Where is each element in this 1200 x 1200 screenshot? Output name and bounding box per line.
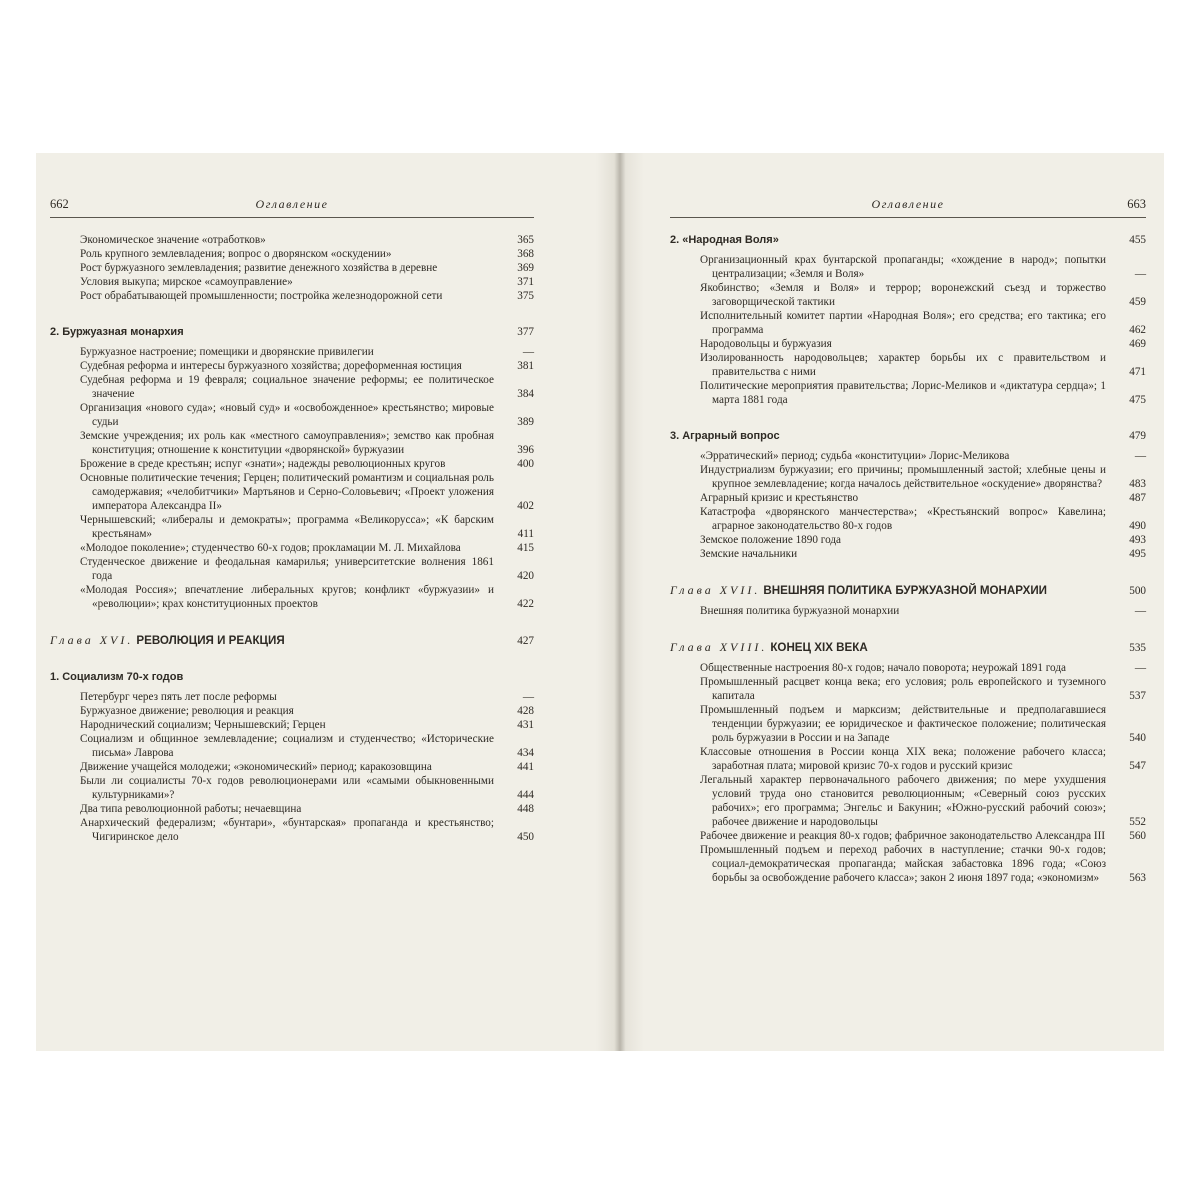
- toc-page-number: 495: [1129, 548, 1146, 560]
- chapter-label: Глава XVIII.: [670, 640, 768, 654]
- toc-page-number: —: [1134, 605, 1146, 617]
- toc-entry: [670, 449, 1146, 463]
- toc-entry: [50, 457, 534, 471]
- toc-entry: [670, 253, 1146, 281]
- toc-entry: [50, 774, 534, 802]
- toc-page-number: 377: [517, 326, 534, 338]
- toc-entry: [670, 547, 1146, 561]
- toc-page-number: —: [1134, 662, 1146, 674]
- page-number: 663: [1127, 197, 1146, 211]
- toc-entry: [670, 491, 1146, 505]
- toc-page-number: 381: [517, 360, 534, 372]
- toc-page-number: 441: [517, 761, 534, 773]
- running-head: [50, 197, 534, 218]
- toc-page-number: 547: [1129, 760, 1146, 772]
- toc-entry-text: Аграрный кризис и крестьянство: [700, 492, 859, 504]
- toc-entry-text: Петербург через пять лет после реформы: [80, 691, 277, 703]
- chapter-label: Глава XVII.: [670, 583, 761, 597]
- toc-entry-text: Народовольцы и буржуазия: [700, 338, 832, 350]
- toc-page-number: 563: [1129, 872, 1146, 884]
- toc-page-number: 402: [517, 500, 534, 512]
- toc-entry: [670, 309, 1146, 337]
- toc-page-number: 400: [517, 458, 534, 470]
- toc-page-number: —: [522, 346, 534, 358]
- toc-page-number: 375: [517, 290, 534, 302]
- toc-section-heading: [670, 233, 1146, 247]
- toc-entry-text: Промышленный подъем и марксизм; действительные и предполагавшиеся тенденции буржуазии; ее юридическое и фактическое положение; политическая роль буржуазии в России и на Западе: [700, 704, 1106, 744]
- toc-entry-text: Судебная реформа и интересы буржуазного хозяйства; дореформенная юстиция: [80, 360, 462, 372]
- toc-page-number: —: [1134, 268, 1146, 280]
- toc-entry: [670, 829, 1146, 843]
- toc-entry-text: «Молодая Россия»; впечатление либеральных кругов; конфликт «буржуазии» и «революции»; крах конституционных проектов: [80, 584, 494, 610]
- toc-entry-text: Буржуазное настроение; помещики и дворянские привилегии: [80, 346, 374, 358]
- toc-page-number: 455: [1129, 234, 1146, 246]
- toc-page-number: 535: [1129, 642, 1146, 654]
- toc-entry: [670, 505, 1146, 533]
- toc-entry-text: Рост буржуазного землевладения; развитие денежного хозяйства в деревне: [80, 262, 438, 274]
- toc-entry-text: Социализм и общинное землевладение; социализм и студенчество; «Исторические письма» Лаврова: [80, 733, 494, 759]
- toc-entry-text: Промышленный расцвет конца века; его условия; роль европейского и туземного капитала: [700, 676, 1106, 702]
- toc-entry: [670, 337, 1146, 351]
- toc-entry-text: Земские учреждения; их роль как «местного самоуправления»; земство как пробная конституция; отношение к конституции «дворянской» буржуазии: [80, 430, 494, 456]
- toc-entry-text: Якобинство; «Земля и Воля» и террор; воронежский съезд и торжество заговорщической тактики: [700, 282, 1106, 308]
- toc-entry-text: Общественные настроения 80-х годов; начало поворота; неурожай 1891 года: [700, 662, 1066, 674]
- toc-page-number: 431: [517, 719, 534, 731]
- toc-entry-text: Катастрофа «дворянского манчестерства»; «Крестьянский вопрос» Кавелина; аграрное законодательство 80-х годов: [700, 506, 1106, 532]
- toc-entry-text: Организационный крах бунтарской пропаганды; «хождение в народ»; попытки централизации; «Земля и Воля»: [700, 254, 1106, 280]
- toc-chapter-heading: [670, 583, 1146, 598]
- toc-entry: [670, 773, 1146, 829]
- toc-entry: [670, 703, 1146, 745]
- toc-page-number: 483: [1129, 478, 1146, 490]
- toc-page-number: 427: [517, 635, 534, 647]
- toc-page-number: 396: [517, 444, 534, 456]
- toc-page-number: 487: [1129, 492, 1146, 504]
- toc-page-number: 490: [1129, 520, 1146, 532]
- toc-entry-text: Промышленный подъем и переход рабочих в наступление; стачки 90-х годов; социал-демократическая пропаганда; майская забастовка 1896 года; «Союз борьбы за освобождение рабочего класса»; закон 2 июня 1897 года; «экономизм»: [700, 844, 1106, 884]
- toc-entry: [670, 604, 1146, 618]
- toc-page-number: 444: [517, 789, 534, 801]
- toc-entry-text: Анархический федерализм; «бунтари», «бунтарская» пропаганда и крестьянство; Чигиринское дело: [80, 817, 494, 843]
- toc-entry-text: Рост обрабатывающей промышленности; постройка железнодорожной сети: [80, 290, 443, 302]
- toc-page-number: 450: [517, 831, 534, 843]
- toc-page-number: 560: [1129, 830, 1146, 842]
- toc-entry: [50, 233, 534, 247]
- toc-entry-text: Движение учащейся молодежи; «экономический» период; каракозовщина: [80, 761, 432, 773]
- toc-entry-text: Основные политические течения; Герцен; политический романтизм и социальная роль самодержавия; «челобитчики» Мартьянов и Серно-Соловьевич; «Проект уложения императора Александра II»: [80, 472, 494, 512]
- toc-entry-text: Буржуазное движение; революция и реакция: [80, 705, 294, 717]
- toc-entry: [50, 704, 534, 718]
- toc-entry: [670, 675, 1146, 703]
- toc-page-number: 422: [517, 598, 534, 610]
- toc-entry: [50, 541, 534, 555]
- toc-entry-text: Земское положение 1890 года: [700, 534, 842, 546]
- toc-page-number: 369: [517, 262, 534, 274]
- toc-page-number: 500: [1129, 585, 1146, 597]
- running-head-title: Оглавление: [255, 197, 329, 211]
- toc-page-number: 540: [1129, 732, 1146, 744]
- toc-entry: [50, 359, 534, 373]
- toc-entry-text: Судебная реформа и 19 февраля; социальное значение реформы; ее политическое значение: [80, 374, 494, 400]
- toc-entry: [50, 471, 534, 513]
- toc-page-number: 384: [517, 388, 534, 400]
- toc-page-number: 371: [517, 276, 534, 288]
- toc-page-number: 493: [1129, 534, 1146, 546]
- toc-entry: [50, 760, 534, 774]
- toc-section-heading: [670, 429, 1146, 443]
- toc-page-number: 448: [517, 803, 534, 815]
- toc-entry-text: Земские начальники: [700, 548, 798, 560]
- toc-page-number: —: [522, 691, 534, 703]
- toc-entry-text: Чернышевский; «либералы и демократы»; программа «Великорусса»; «К барским крестьянам»: [80, 514, 494, 540]
- toc-entry: [670, 661, 1146, 675]
- toc-entry-text: Экономическое значение «отработков»: [80, 234, 266, 246]
- toc-entry: [670, 843, 1146, 885]
- toc-entry-text: Легальный характер первоначального рабочего движения; по мере ухудшения условий труда оно становится революционным; «Северный союз русских рабочих»; его программа; Энгельс и Бакунин; «Южно-русский рабочий союз»; рабочее движение и народовольцы: [700, 774, 1106, 828]
- toc-page-number: 537: [1129, 690, 1146, 702]
- book-gutter: [596, 153, 644, 1051]
- toc-entry: [50, 816, 534, 844]
- toc-entry: [50, 555, 534, 583]
- toc-page-number: 469: [1129, 338, 1146, 350]
- toc-entry-text: Внешняя политика буржуазной монархии: [700, 605, 900, 617]
- toc-chapter-heading: [50, 633, 534, 648]
- toc-entry: [50, 718, 534, 732]
- toc-entry: [50, 345, 534, 359]
- toc-entry: [50, 583, 534, 611]
- section-title: 3. Аграрный вопрос: [670, 430, 780, 442]
- chapter-title: КОНЕЦ XIX ВЕКА: [770, 641, 868, 654]
- toc-page-number: 420: [517, 570, 534, 582]
- page-number: 662: [50, 197, 69, 211]
- toc-section-heading: [50, 325, 534, 339]
- toc-chapter-heading: [670, 640, 1146, 655]
- toc-entry-text: Индустриализм буржуазии; его причины; промышленный застой; хлебные цены и крупное землевладение; когда началось действительное «оскудение» дворянства?: [700, 464, 1106, 490]
- toc-entry-text: «Эрратический» период; судьба «конституции» Лорис-Меликова: [700, 450, 1010, 462]
- right-page: [670, 153, 1146, 1051]
- toc-entry-text: Изолированность народовольцев; характер борьбы их с правительством и правительства с ними: [700, 352, 1106, 378]
- toc-page-number: 552: [1129, 816, 1146, 828]
- toc-entry: [50, 429, 534, 457]
- toc-page-number: 459: [1129, 296, 1146, 308]
- toc-entry: [50, 802, 534, 816]
- toc-page-number: 475: [1129, 394, 1146, 406]
- toc-entry: [670, 379, 1146, 407]
- toc-page-number: 462: [1129, 324, 1146, 336]
- toc-entry: [670, 281, 1146, 309]
- toc-entry: [50, 275, 534, 289]
- toc-entry-text: Организация «нового суда»; «новый суд» и «освобожденное» крестьянство; мировые судьи: [80, 402, 494, 428]
- toc-entry: [670, 745, 1146, 773]
- running-head-title: Оглавление: [871, 197, 945, 211]
- toc-entry: [50, 289, 534, 303]
- book-spread: [36, 153, 1164, 1051]
- toc-entry-text: Брожение в среде крестьян; испуг «знати»; надежды революционных кругов: [80, 458, 446, 470]
- toc-entry-text: Рабочее движение и реакция 80-х годов; фабричное законодательство Александра III: [700, 830, 1106, 842]
- toc-page-number: 389: [517, 416, 534, 428]
- section-title: 2. Буржуазная монархия: [50, 326, 184, 338]
- toc-entry-text: Условия выкупа; мирское «самоуправление»: [80, 276, 293, 288]
- toc-page-number: 368: [517, 248, 534, 260]
- toc-entry: [50, 690, 534, 704]
- toc-entry-text: Классовые отношения в России конца XIX века; положение рабочего класса; заработная плата; мировой кризис 70-х годов и русский кризис: [700, 746, 1106, 772]
- toc-entry-text: Два типа революционной работы; нечаевщина: [80, 803, 302, 815]
- toc-page-number: 415: [517, 542, 534, 554]
- toc-entry-text: Были ли социалисты 70-х годов революционерами или «самыми обыкновенными культурниками»?: [80, 775, 494, 801]
- toc-entry-text: Политические мероприятия правительства; Лорис-Меликов и «диктатура сердца»; 1 марта 1881 года: [700, 380, 1106, 406]
- chapter-title: РЕВОЛЮЦИЯ И РЕАКЦИЯ: [136, 634, 285, 647]
- toc-entry: [50, 513, 534, 541]
- toc-entry: [50, 373, 534, 401]
- toc-section-heading: [50, 670, 534, 684]
- toc-entry-text: «Молодое поколение»; студенчество 60-х годов; прокламации М. Л. Михайлова: [80, 542, 461, 554]
- toc-entry-text: Исполнительный комитет партии «Народная Воля»; его средства; его тактика; его программа: [700, 310, 1106, 336]
- toc-entry: [50, 732, 534, 760]
- toc-entry: [50, 247, 534, 261]
- toc-page-number: —: [1134, 450, 1146, 462]
- section-title: 2. «Народная Воля»: [670, 234, 779, 246]
- toc-entry: [50, 401, 534, 429]
- toc-entry: [670, 351, 1146, 379]
- table-of-contents: [670, 233, 1146, 885]
- toc-entry-text: Студенческое движение и феодальная камарилья; университетские волнения 1861 года: [80, 556, 494, 582]
- toc-page-number: 411: [517, 528, 534, 540]
- toc-entry: [670, 463, 1146, 491]
- section-title: 1. Социализм 70-х годов: [50, 671, 184, 683]
- table-of-contents: [50, 233, 534, 844]
- toc-entry: [670, 533, 1146, 547]
- chapter-label: Глава XVI.: [50, 633, 134, 647]
- toc-page-number: 479: [1129, 430, 1146, 442]
- toc-page-number: 471: [1129, 366, 1146, 378]
- toc-page-number: 428: [517, 705, 534, 717]
- toc-page-number: 434: [517, 747, 534, 759]
- toc-entry: [50, 261, 534, 275]
- toc-entry-text: Роль крупного землевладения; вопрос о дворянском «оскудении»: [80, 248, 392, 260]
- running-head: [670, 197, 1146, 218]
- left-page: [50, 153, 534, 1051]
- toc-page-number: 365: [517, 234, 534, 246]
- chapter-title: ВНЕШНЯЯ ПОЛИТИКА БУРЖУАЗНОЙ МОНАРХИИ: [763, 584, 1047, 597]
- toc-entry-text: Народнический социализм; Чернышевский; Герцен: [80, 719, 326, 731]
